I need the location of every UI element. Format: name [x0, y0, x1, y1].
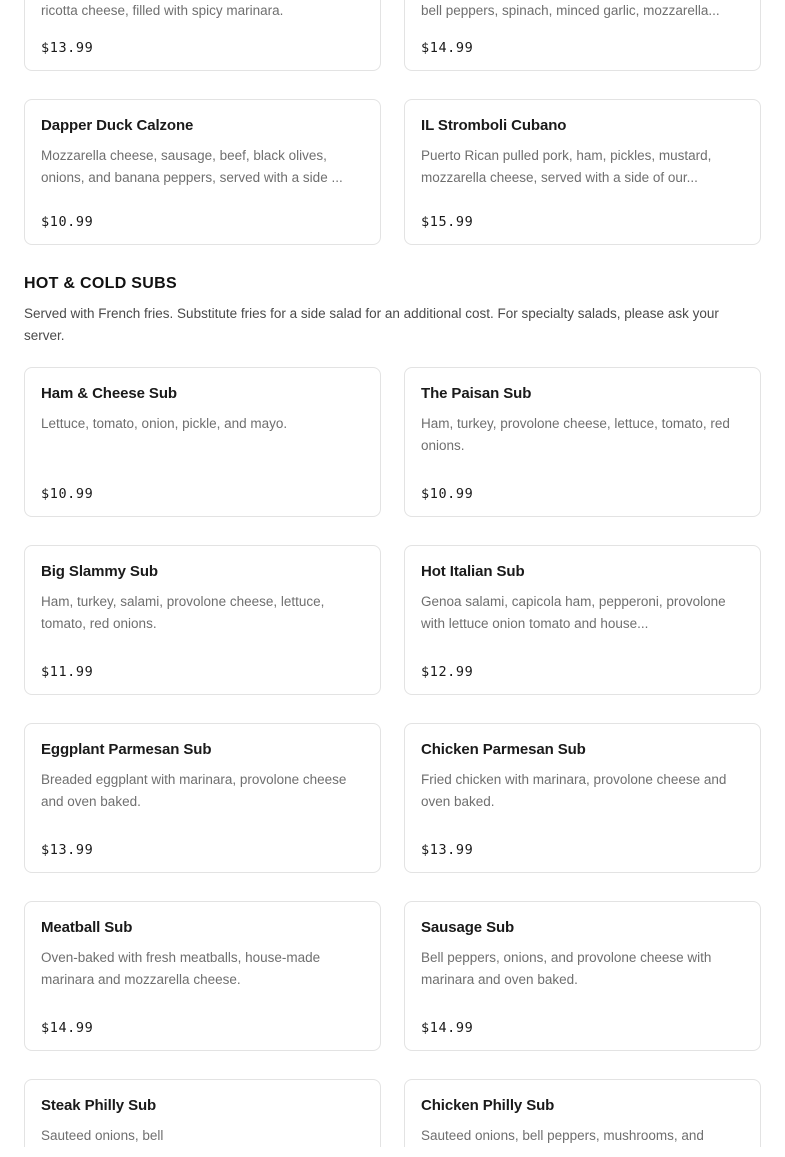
menu-row-partial-bottom [24, 1079, 761, 1147]
menu-item-card[interactable] [404, 545, 761, 695]
menu-item-card[interactable] [24, 901, 381, 1051]
menu-item-price: $11.99 [41, 663, 94, 680]
menu-item-name: Eggplant Parmesan Sub [41, 740, 212, 758]
menu-item-price: $10.99 [41, 485, 94, 502]
section-note: Served with French fries. Substitute fries for a side salad for an additional cost. For specialty salads, please ask your server. [24, 305, 719, 343]
menu-item-description: Oven-baked with fresh meatballs, house-made marinara and mozzarella cheese. [41, 950, 321, 987]
menu-item-card[interactable] [404, 367, 761, 517]
menu-item-description: Ham, turkey, provolone cheese, lettuce, tomato, red onions. [421, 416, 730, 453]
section-title: HOT & COLD SUBS [24, 274, 177, 292]
menu-item-name: Dapper Duck Calzone [41, 116, 194, 134]
menu-item-description: Fried chicken with marinara, provolone cheese and oven baked. [421, 772, 727, 809]
menu-item-card[interactable] [404, 723, 761, 873]
menu-item-price: $14.99 [421, 1019, 474, 1036]
menu-item-description: Puerto Rican pulled pork, ham, pickles, mustard, mozzarella cheese, served with a side of our... [421, 148, 712, 186]
menu-item-description: Mozzarella cheese, sausage, beef, black olives, onions, and banana peppers, served with a side ... [41, 148, 343, 186]
menu-item-card[interactable] [24, 99, 381, 245]
menu-item-name: Meatball Sub [41, 918, 133, 936]
menu-item-description: Breaded eggplant with marinara, provolone cheese and oven baked. [41, 772, 347, 809]
menu-item-description: Sauteed onions, bell peppers, mushrooms, and [421, 1128, 704, 1144]
menu-item-card[interactable] [404, 1079, 761, 1147]
menu-item-card[interactable] [404, 0, 761, 71]
menu-item-price: $13.99 [41, 39, 94, 56]
menu-item-price: $14.99 [421, 39, 474, 56]
menu-item-description: ricotta cheese, filled with spicy marinara. [41, 3, 284, 18]
menu-item-card[interactable] [404, 901, 761, 1051]
menu-item-name: Steak Philly Sub [41, 1096, 157, 1114]
menu-item-card[interactable] [24, 367, 381, 517]
menu-item-name: Chicken Parmesan Sub [421, 740, 586, 758]
menu-item-price: $10.99 [421, 485, 474, 502]
menu-item-description: Ham, turkey, salami, provolone cheese, lettuce, tomato, red onions. [41, 594, 325, 631]
menu-item-name: Big Slammy Sub [41, 562, 158, 580]
menu-row-calzones [24, 99, 761, 245]
menu-item-card[interactable] [24, 723, 381, 873]
menu-grid-subs [24, 367, 761, 1051]
menu-item-name: The Paisan Sub [421, 384, 532, 402]
menu-item-name: IL Stromboli Cubano [421, 116, 567, 134]
menu-item-description: bell peppers, spinach, minced garlic, mozzarella... [421, 3, 720, 18]
menu-item-price: $13.99 [41, 841, 94, 858]
menu-item-card[interactable] [404, 99, 761, 245]
menu-item-price: $15.99 [421, 213, 474, 230]
menu-item-card[interactable] [24, 1079, 381, 1147]
menu-row-partial-top [24, 0, 761, 71]
menu-item-name: Ham & Cheese Sub [41, 384, 177, 402]
menu-item-description: Genoa salami, capicola ham, pepperoni, provolone with lettuce onion tomato and house... [421, 594, 726, 631]
menu-item-price: $14.99 [41, 1019, 94, 1036]
menu-item-name: Sausage Sub [421, 918, 515, 936]
menu-item-description: Lettuce, tomato, onion, pickle, and mayo. [41, 416, 288, 432]
menu-item-description: Bell peppers, onions, and provolone cheese with marinara and oven baked. [421, 950, 712, 987]
menu-item-price: $10.99 [41, 213, 94, 230]
section-header-hot-cold-subs [24, 275, 761, 347]
menu-item-price: $13.99 [421, 841, 474, 858]
menu-item-card[interactable] [24, 0, 381, 71]
menu-item-card[interactable] [24, 545, 381, 695]
menu-item-name: Hot Italian Sub [421, 562, 525, 580]
menu-item-price: $12.99 [421, 663, 474, 680]
menu-item-name: Chicken Philly Sub [421, 1096, 555, 1114]
menu-item-description: Sauteed onions, bell [41, 1128, 164, 1144]
